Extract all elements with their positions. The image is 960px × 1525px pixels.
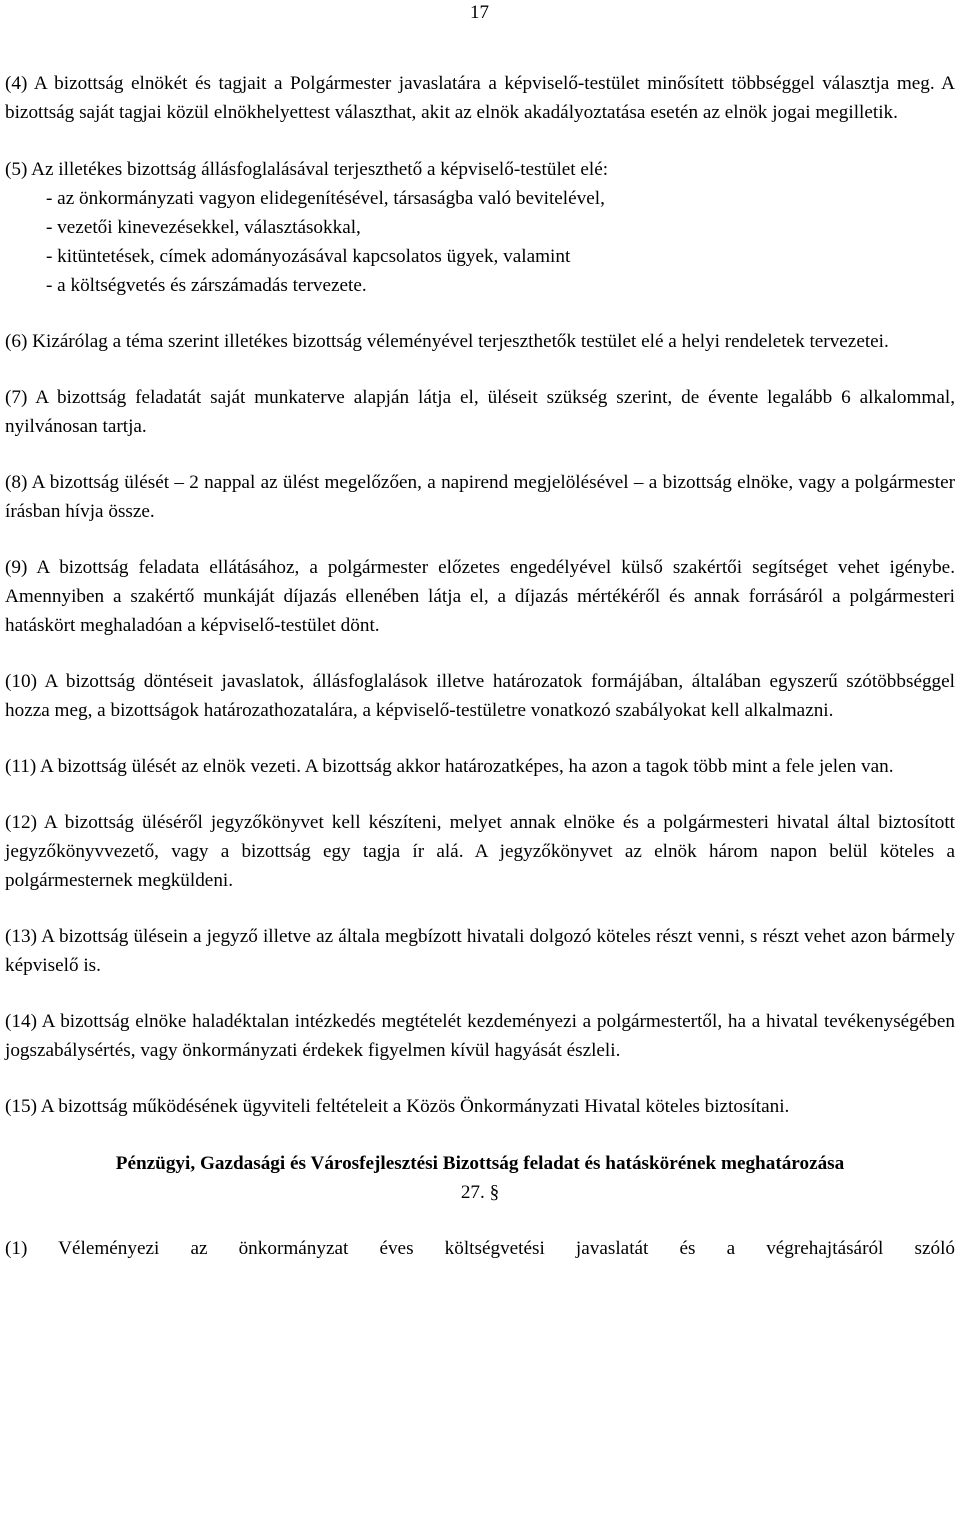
list-item: - az önkormányzati vagyon elidegenítésével, társaságba való bevitelével, — [46, 188, 605, 209]
page-number: 17 — [470, 2, 489, 23]
section-heading: Pénzügyi, Gazdasági és Városfejlesztési Bizottság feladat és hatáskörének meghatározása — [115, 1153, 845, 1174]
paragraph-9: (9) A bizottság feladata ellátásához, a polgármester előzetes engedélyével külső szakértői segítséget vehet igénybe. Amennyiben a szakértő munkáját díjazás ellenében látja el, a díjazás mértékéről és annak forrásáról a polgármesteri hatáskört meghaladóan a képviselő-testület dönt. — [5, 557, 955, 636]
paragraph-15: (15) A bizottság működésének ügyviteli feltételeit a Közös Önkormányzati Hivatal köteles biztosítani. — [5, 1096, 790, 1117]
list-item: - vezetői kinevezésekkel, választásokkal, — [46, 217, 361, 238]
paragraph-5 — [5, 155, 955, 300]
paragraph-8: (8) A bizottság ülését – 2 nappal az ülést megelőzően, a napirend megjelölésével – a bizottság elnöke, vagy a polgármester írásban hívja össze. — [5, 472, 955, 522]
paragraph-5-intro: (5) Az illetékes bizottság állásfoglalásával terjeszthető a képviselő-testület elé: — [5, 159, 609, 180]
paragraph-13: (13) A bizottság ülésein a jegyző illetve az általa megbízott hivatali dolgozó köteles részt venni, s részt vehet azon bármely képviselő is. — [5, 926, 955, 976]
paragraph-4: (4) A bizottság elnökét és tagjait a Polgármester javaslatára a képviselő-testület minősített többséggel választja meg. A bizottság saját tagjai közül elnökhelyettest választhat, akit az elnök akadályoztatása esetén az elnök jogai megilletik. — [5, 73, 955, 123]
section-number: 27. § — [460, 1182, 500, 1203]
list-item: - a költségvetés és zárszámadás tervezete. — [46, 275, 367, 296]
list-item: - kitüntetések, címek adományozásával kapcsolatos ügyek, valamint — [46, 246, 571, 267]
paragraph-6: (6) Kizárólag a téma szerint illetékes bizottság véleményével terjeszthetők testület elé a helyi rendeletek tervezetei. — [5, 331, 889, 352]
paragraph-7: (7) A bizottság feladatát saját munkaterve alapján látja el, üléseit szükség szerint, de évente legalább 6 alkalommal, nyilvánosan tartja. — [5, 387, 955, 437]
paragraph-12: (12) A bizottság üléséről jegyzőkönyvet kell készíteni, melyet annak elnöke és a polgármesteri hivatal által biztosított jegyzőkönyvvezető, vagy a bizottság egy tagja ír alá. A jegyzőkönyvet az elnök három napon belül köteles a polgármesternek megküldeni. — [5, 812, 955, 891]
document-body — [5, 69, 955, 1263]
paragraph-5-list — [5, 184, 955, 300]
section-paragraph-1: (1) Véleményezi az önkormányzat éves költségvetési javaslatát és a végrehajtásáról szóló — [5, 1238, 955, 1259]
paragraph-10: (10) A bizottság döntéseit javaslatok, állásfoglalások illetve határozatok formájában, általában egyszerű szótöbbséggel hozza meg, a bizottságok határozathozatalára, a képviselő-testületre vonatkozó szabályokat kell alkalmazni. — [5, 671, 955, 721]
paragraph-14: (14) A bizottság elnöke haladéktalan intézkedés megtételét kezdeményezi a polgármestertől, ha a hivatal tevékenységében jogszabálysértés, vagy önkormányzati érdekek figyelmen kívül hagyását észleli. — [5, 1011, 955, 1061]
paragraph-11: (11) A bizottság ülését az elnök vezeti. A bizottság akkor határozatképes, ha azon a tagok több mint a fele jelen van. — [5, 756, 894, 777]
